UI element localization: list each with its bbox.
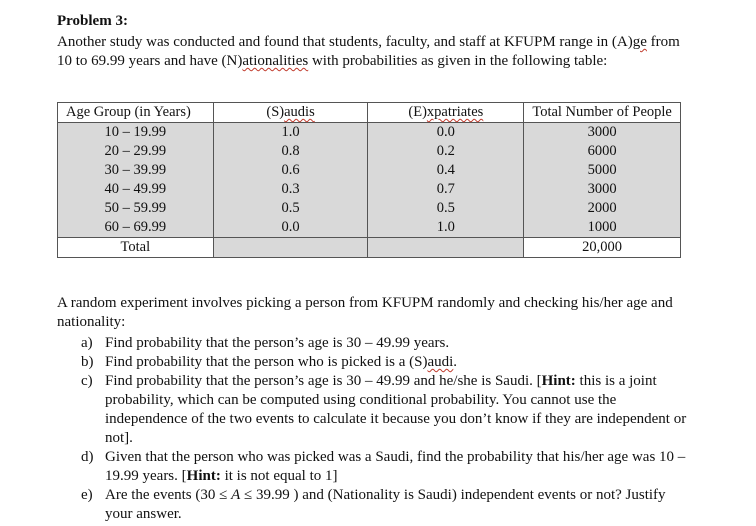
cell-saudi: 1.0 — [213, 123, 368, 143]
question-d — [57, 448, 687, 486]
cell-total: 6000 — [524, 142, 681, 161]
question-letter: a) — [81, 335, 93, 351]
question-a — [57, 334, 687, 353]
header-expat-word: xpatriates — [426, 104, 484, 120]
cell-age: 30 – 39.99 — [58, 161, 214, 180]
question-letter: c) — [81, 373, 93, 389]
problem-intro — [57, 33, 697, 71]
table-total-row — [58, 238, 681, 258]
cell-expat: 0.7 — [368, 180, 524, 199]
cell-saudi: 0.6 — [213, 161, 368, 180]
question-letter: e) — [81, 487, 93, 503]
cell-age: 60 – 69.99 — [58, 218, 214, 238]
table-row — [58, 123, 681, 143]
problem-title: Problem 3: — [57, 13, 128, 29]
intro-text-3: with probabilities as given in the following table: — [308, 53, 608, 69]
intro-text-2: from 10 to 69.99 years and have (N) — [57, 34, 680, 69]
cell-expat: 0.5 — [368, 199, 524, 218]
header-saudis-word: audis — [284, 104, 315, 120]
cell-expat: 0.4 — [368, 161, 524, 180]
table-row — [58, 218, 681, 238]
cell-total: 3000 — [524, 180, 681, 199]
cell-saudi: 0.5 — [213, 199, 368, 218]
question-word-saudi: audi — [427, 354, 454, 370]
hint-label: Hint: — [541, 373, 576, 389]
intro-text-1: Another study was conducted and found that students, faculty, and staff at KFUPM range in (A) — [57, 34, 633, 50]
question-letter: b) — [81, 354, 94, 370]
problem-page — [57, 12, 697, 522]
cell-total-empty — [213, 238, 368, 258]
question-text-end: . — [453, 354, 458, 370]
cell-total-empty — [368, 238, 524, 258]
experiment-intro: A random experiment involves picking a person from KFUPM randomly and checking his/her age and nationality: — [57, 295, 673, 330]
question-text: Find probability that the person who is picked is a (S) — [105, 354, 428, 370]
table-header-row — [58, 103, 681, 123]
cell-expat: 1.0 — [368, 218, 524, 238]
question-text-end: this is a joint probability, which can be computed using conditional probability. You cannot use the independence of the two events to calculate it because you don’t know if they are independent or not]. — [105, 373, 687, 446]
cell-saudi: 0.8 — [213, 142, 368, 161]
cell-total-label: Total — [58, 238, 214, 258]
cell-expat: 0.0 — [368, 123, 524, 143]
question-text: Find probability that the person’s age is 30 – 49.99 years. — [105, 335, 450, 351]
variable-a: A — [231, 487, 241, 503]
question-text: Find probability that the person’s age is 30 – 49.99 and he/she is Saudi. [ — [105, 373, 542, 389]
probability-table — [57, 102, 681, 258]
question-e — [57, 486, 687, 524]
cell-grand-total: 20,000 — [524, 238, 681, 258]
intro-word-age: ge — [632, 34, 647, 50]
table-row — [58, 161, 681, 180]
table-row — [58, 180, 681, 199]
question-list — [57, 334, 687, 524]
header-age-group: Age Group (in Years) — [58, 103, 214, 123]
question-text-end: it is not equal to 1] — [220, 468, 338, 484]
cell-age: 40 – 49.99 — [58, 180, 214, 199]
table-row — [58, 142, 681, 161]
cell-age: 50 – 59.99 — [58, 199, 214, 218]
cell-total: 2000 — [524, 199, 681, 218]
header-total-people: Total Number of People — [524, 103, 681, 123]
question-b — [57, 353, 687, 372]
question-letter: d) — [81, 449, 94, 465]
header-expatriates — [368, 103, 524, 123]
table-row — [58, 199, 681, 218]
experiment-section — [57, 294, 687, 524]
cell-age: 20 – 29.99 — [58, 142, 214, 161]
hint-label: Hint: — [186, 468, 221, 484]
question-text: Given that the person who was picked was a Saudi, find the probability that his/her age was 10 – 19.99 years. [ — [105, 449, 686, 484]
question-text-end: ≤ 39.99 ) and (Nationality is Saudi) independent events or not? Justify your answer. — [105, 487, 666, 522]
intro-word-nationalities: ationalities — [242, 53, 309, 69]
question-c — [57, 372, 687, 448]
cell-saudi: 0.3 — [213, 180, 368, 199]
header-expat-prefix: (E) — [408, 104, 427, 120]
cell-saudi: 0.0 — [213, 218, 368, 238]
cell-total: 3000 — [524, 123, 681, 143]
header-saudis-prefix: (S) — [266, 104, 285, 120]
header-saudis — [213, 103, 368, 123]
question-text: Are the events (30 ≤ — [105, 487, 232, 503]
cell-age: 10 – 19.99 — [58, 123, 214, 143]
cell-total: 5000 — [524, 161, 681, 180]
cell-total: 1000 — [524, 218, 681, 238]
cell-expat: 0.2 — [368, 142, 524, 161]
